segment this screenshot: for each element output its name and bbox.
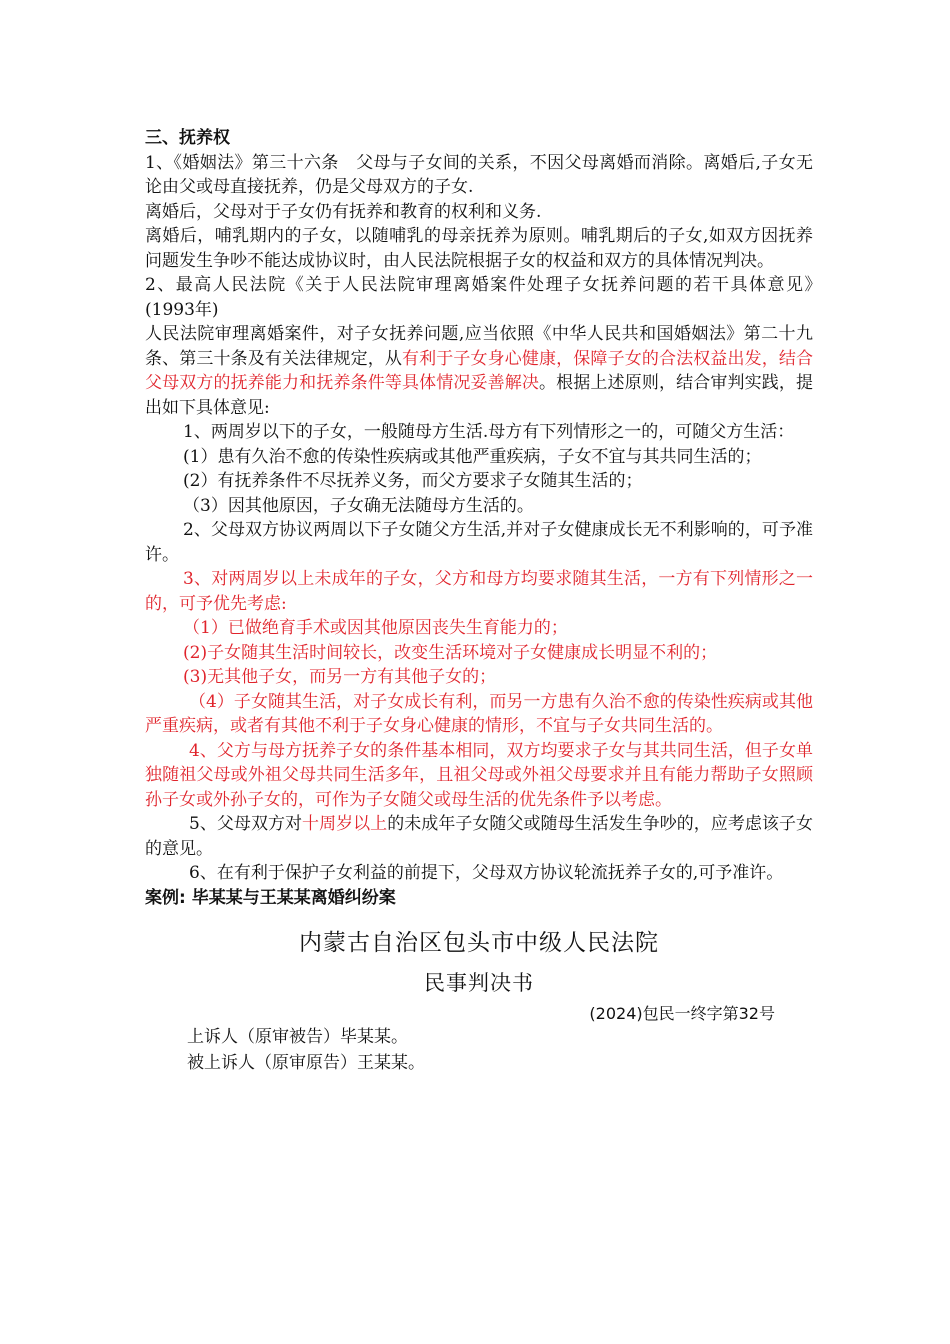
article-2-intro-end: 。根据上述原则，结合审判实践，提出如下具体意见: — [145, 373, 814, 418]
item-3: 3、对两周岁以上未成年的子女，父方和母方均要求随其生活，一方有下列情形之一的，可予优先考虑: — [145, 569, 813, 614]
document-body — [145, 126, 847, 1076]
item-1-3: （3）因其他原因，子女确无法随母方生活的。 — [183, 495, 534, 516]
item-5 — [145, 812, 813, 861]
article-2-title: 2、最高人民法院《关于人民法院审理离婚案件处理子女抚养问题的若干具体意见》 (1993年) — [145, 275, 847, 320]
item-5-end: 的未成年子女随父或随母生活发生争吵的，应考虑该子女的意见。 — [145, 814, 813, 859]
appellant-line: 上诉人（原审被告）毕某某。 — [187, 1027, 408, 1047]
article-1-paragraph-2: 离婚后，父母对于子女仍有抚养和教育的权利和义务. — [145, 201, 542, 222]
article-1-lead: 1、《婚姻法》第三十六条 父母与子女间的关系，不因父母离婚而消除。离婚后,子女无论由父或母直接抚养，仍是父母双方的子女. — [145, 152, 813, 197]
item-1-1: (1）患有久治不愈的传染性疾病或其他严重疾病，子女不宜与其共同生活的； — [183, 446, 762, 467]
item-1-2: (2）有抚养条件不尽抚养义务，而父方要求子女随其生活的； — [183, 471, 643, 491]
item-3-4: （4）子女随其生活，对子女成长有利，而另一方患有久治不愈的传染性疾病或其他严重疾病，或者有其他不利于子女身心健康的情形，不宜与子女共同生活的。 — [145, 691, 813, 736]
item-4: 4、父方与母方抚养子女的条件基本相同，双方均要求子女与其共同生活，但子女单独随祖父母或外祖父母共同生活多年，且祖父母或外祖父母要求并且有能力帮助子女照顾孙子女或外孙子女的，可作为子女随父或母生活的优先条件予以考虑。 — [145, 740, 813, 810]
item-3-3: (3)无其他子女，而另一方有其他子女的； — [183, 667, 497, 687]
item-5-highlight: 十周岁以上 — [302, 814, 388, 834]
case-heading: 案例: 毕某某与王某某离婚纠纷案 — [145, 887, 396, 908]
article-2-intro-highlight: 有利于子女身心健康，保障子女的合法权益出发，结合父母双方的抚养能力和抚养条件等具体情况妥善解决 — [145, 348, 814, 393]
item-2: 2、父母双方协议两周以下子女随父方生活,并对子女健康成长无不利影响的，可予准许。 — [145, 520, 813, 565]
court-name: 内蒙古自治区包头市中级人民法院 — [299, 930, 659, 956]
document-number: (2024)包民一终字第32号 — [589, 1004, 775, 1023]
item-1: 1、两周岁以下的子女，一般随母方生活.母方有下列情形之一的，可随父方生活： — [183, 422, 795, 442]
article-1-paragraph-3: 离婚后，哺乳期内的子女，以随哺乳的母亲抚养为原则。哺乳期后的子女,如双方因抚养问题发生争吵不能达成协议时，由人民法院根据子女的权益和双方的具体情况判决。 — [145, 226, 813, 271]
article-2-intro — [145, 322, 813, 420]
appellee-line: 被上诉人（原审原告）王某某。 — [187, 1053, 425, 1073]
item-6: 6、在有利于保护子女利益的前提下，父母双方协议轮流抚养子女的,可予准许。 — [189, 863, 784, 883]
item-3-1: （1）已做绝育手术或因其他原因丧失生育能力的； — [183, 618, 568, 638]
article-2-intro-start: 人民法院审理离婚案件，对子女抚养问题,应当依照《中华人民共和国婚姻法》第二十九条、第三十条及有关法律规定，从 — [145, 324, 813, 369]
item-5-start: 5、父母双方对 — [189, 814, 303, 834]
document-type: 民事判决书 — [424, 971, 534, 995]
section-heading: 三、抚养权 — [145, 128, 230, 148]
item-3-2: (2)子女随其生活时间较长，改变生活环境对子女健康成长明显不利的； — [183, 642, 718, 663]
